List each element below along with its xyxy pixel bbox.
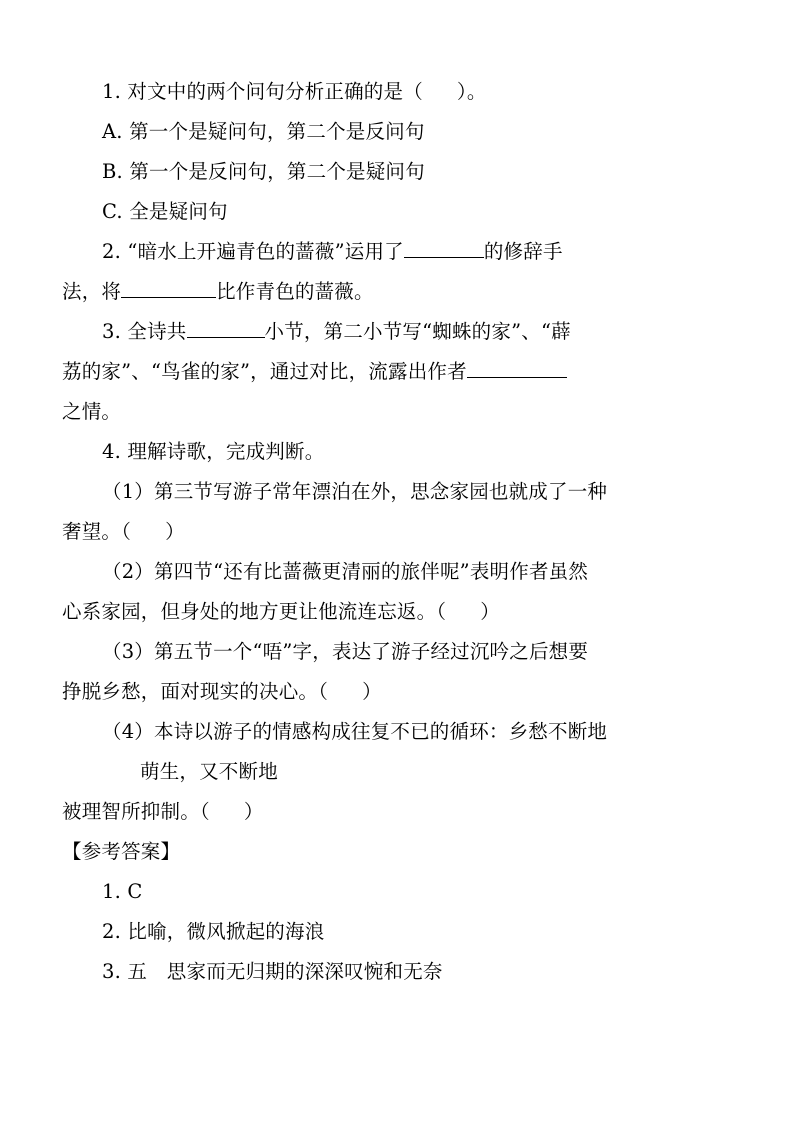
question-4-item-1-line-1: （1）第三节写游子常年漂泊在外，思念家园也就成了一种: [102, 480, 608, 503]
question-4-item-1-line-2: [62, 512, 731, 552]
question-2-line-1: [62, 232, 731, 272]
question-2-line2-post: 比作青色的蔷薇。: [216, 280, 374, 303]
question-1-stem-post: ）。: [456, 80, 487, 103]
question-3-blank-1[interactable]: [187, 337, 265, 338]
question-4-item-2-post: ）: [480, 600, 500, 623]
question-4-item-4-line-3: [62, 792, 731, 832]
answer-item-3: 3. 五 思家而无归期的深深叹惋和无奈: [102, 960, 443, 983]
question-2-line-2: [62, 272, 731, 312]
question-4-item-4-line-1: （4）本诗以游子的情感构成往复不已的循环：乡愁不断地: [102, 720, 608, 743]
question-1-stem-pre: 1. 对文中的两个问句分析正确的是（: [102, 80, 423, 103]
question-3-line-3: 之情。: [62, 400, 122, 423]
question-4-item-2-line-2: [62, 592, 731, 632]
question-1-option-a[interactable]: A. 第一个是疑问句，第二个是反问句: [102, 120, 425, 143]
question-3-text-mid: 小节，第二小节写“蜘蛛的家”、“薜: [264, 320, 571, 343]
question-1-option-c[interactable]: C. 全是疑问句: [102, 200, 228, 223]
question-4-item-4-post: ）: [243, 800, 264, 823]
question-2-blank-1[interactable]: [404, 257, 484, 258]
question-3-line2-pre: 荔的家”、“鸟雀的家”，通过对比，流露出作者: [62, 360, 467, 383]
question-4-item-4-pre: 被理智所抑制。（: [62, 800, 210, 823]
question-1-option-b[interactable]: B. 第一个是反问句，第二个是疑问句: [102, 160, 425, 183]
question-4-item-4-line-2: 萌生，又不断地: [140, 760, 278, 783]
question-3-blank-2[interactable]: [467, 377, 567, 378]
question-4-stem: 4. 理解诗歌，完成判断。: [102, 440, 325, 463]
question-3-line-1: [62, 312, 731, 352]
question-2-blank-2[interactable]: [121, 297, 216, 298]
question-4-item-3-post: ）: [362, 680, 382, 703]
question-2-text-post: 的修辞手: [483, 240, 563, 263]
answer-item-2: 2. 比喻，微风掀起的海浪: [102, 920, 325, 943]
document-body: [62, 72, 731, 992]
question-4-item-3-line-2: [62, 672, 731, 712]
question-3-line-2: [62, 352, 731, 392]
question-4-item-1-pre: 奢望。（: [62, 520, 132, 543]
question-4-item-3-line-1: （3）第五节一个“唔”字，表达了游子经过沉吟之后想要: [102, 640, 589, 663]
answer-item-1: 1. C: [102, 880, 143, 903]
question-4-item-2-line-1: （2）第四节“还有比蔷薇更清丽的旅伴呢”表明作者虽然: [102, 560, 589, 583]
question-3-text-pre: 3. 全诗共: [102, 320, 187, 343]
question-2-line2-pre: 法，将: [62, 280, 122, 303]
question-4-item-1-post: ）: [165, 520, 185, 543]
question-4-item-2-pre: 心系家园，但身处的地方更让他流连忘返。（: [62, 600, 447, 623]
question-1-stem: [62, 72, 731, 112]
answer-section-heading: 【参考答案】: [62, 840, 181, 863]
question-2-text-pre: 2. “暗水上开遍青色的蔷薇”运用了: [102, 240, 404, 263]
question-4-item-3-pre: 挣脱乡愁，面对现实的决心。（: [62, 680, 329, 703]
